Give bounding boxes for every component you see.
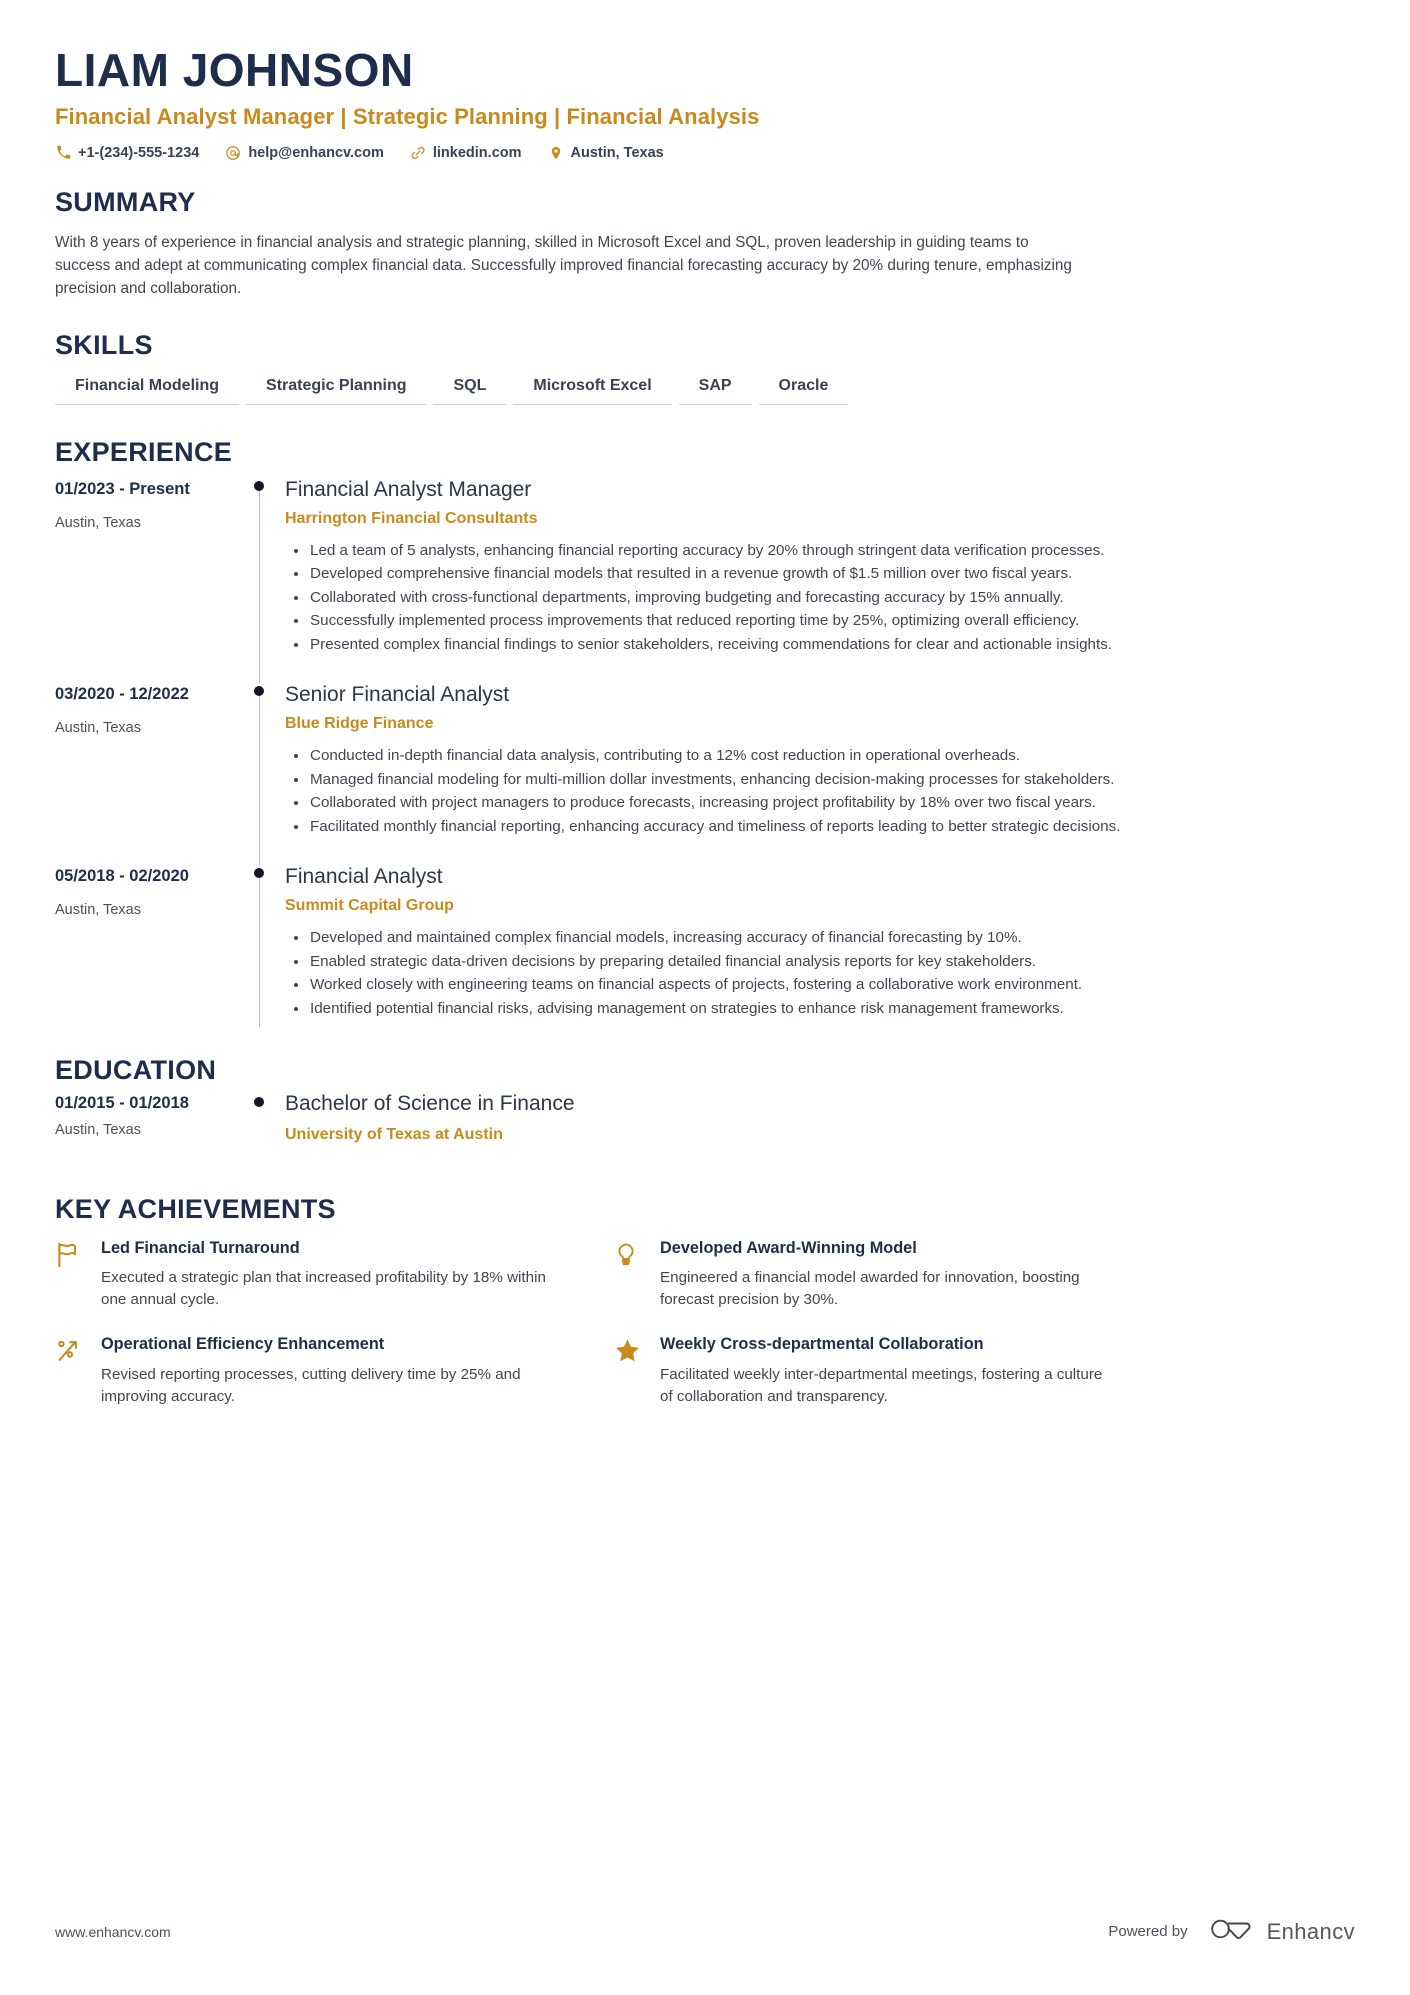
achievement-item (614, 1335, 1115, 1408)
summary-section (55, 187, 1355, 301)
job-bullet: Identified potential financial risks, advising management on strategies to enhance risk management frameworks. (307, 998, 1355, 1021)
timeline-line (259, 878, 260, 1027)
achievement-title: Developed Award-Winning Model (660, 1238, 917, 1257)
experience-date: 01/2023 - Present (55, 479, 190, 498)
job-bullet: Developed and maintained complex financial models, increasing accuracy of financial forecasting by 10%. (307, 927, 1355, 950)
experience-entry-meta (55, 683, 243, 851)
skill-item: Financial Modeling (55, 377, 239, 405)
experience-section-title: EXPERIENCE (55, 436, 233, 467)
star-icon (614, 1335, 660, 1408)
job-title: Senior Financial Analyst (285, 683, 510, 707)
education-section (55, 1055, 1355, 1155)
location-pin-icon (548, 145, 564, 161)
contact-phone-text: +1-(234)-555-1234 (78, 144, 200, 161)
contact-link-text: linkedin.com (432, 144, 522, 161)
flag-icon (55, 1239, 101, 1312)
achievement-text (101, 1335, 556, 1408)
experience-entry-body (285, 865, 1355, 1033)
timeline-marker (243, 683, 285, 851)
summary-text: With 8 years of experience in financial analysis and strategic planning, skilled in Microsoft Excel and SQL, proven leadership in guiding teams to success and adept at communicating complex financial data. Successfully improved financial forecasting accuracy by 20% during tenure, emphasizing precision and collaboration. (55, 233, 1072, 298)
education-date: 01/2015 - 01/2018 (55, 1094, 189, 1113)
timeline-line (259, 491, 260, 684)
achievement-title: Operational Efficiency Enhancement (101, 1335, 385, 1354)
education-section-title: EDUCATION (55, 1055, 217, 1086)
job-company: Summit Capital Group (285, 897, 454, 915)
experience-section (55, 437, 1355, 1034)
contact-phone (55, 145, 199, 161)
timeline-dot-icon (254, 868, 264, 878)
skills-list (55, 377, 1355, 405)
job-bullet: Managed financial modeling for multi-million dollar investments, enhancing decision-making processes for stakeholders. (307, 769, 1355, 792)
experience-entry-meta (55, 865, 243, 1033)
achievement-item (55, 1335, 556, 1408)
job-bullet: Presented complex financial findings to senior stakeholders, receiving commendations for clear and actionable insights. (307, 634, 1355, 657)
experience-entry (55, 478, 1355, 670)
job-bullet: Enabled strategic data-driven decisions by preparing detailed financial analysis reports for key stakeholders. (307, 951, 1355, 974)
experience-entry-body (285, 683, 1355, 851)
experience-entry-body (285, 478, 1355, 670)
email-icon (225, 145, 241, 161)
timeline-line (259, 696, 260, 865)
timeline-dot-icon (254, 481, 264, 491)
achievements-section-title: KEY ACHIEVEMENTS (55, 1193, 336, 1224)
education-location: Austin, Texas (55, 1122, 141, 1139)
job-bullet: Worked closely with engineering teams on financial aspects of projects, fostering a collaborative work environment. (307, 974, 1355, 997)
job-bullet: Collaborated with cross-functional departments, improving budgeting and forecasting accuracy by 15% annually. (307, 587, 1355, 610)
job-bullet: Developed comprehensive financial models that resulted in a revenue growth of $1.5 million over two fiscal years. (307, 563, 1355, 586)
skill-item: Oracle (759, 377, 849, 405)
job-bullet: Collaborated with project managers to produce forecasts, increasing project profitability by 18% over two fiscal years. (307, 792, 1355, 815)
experience-location: Austin, Texas (55, 902, 141, 919)
footer-brand-area (1108, 1916, 1355, 1947)
page-footer (55, 1916, 1355, 1947)
skill-item: Strategic Planning (246, 377, 426, 405)
achievement-text (101, 1239, 556, 1312)
education-entry (55, 1092, 1355, 1155)
experience-date: 05/2018 - 02/2020 (55, 867, 189, 886)
achievement-text (660, 1335, 1115, 1408)
phone-icon (55, 145, 71, 161)
job-bullet: Facilitated monthly financial reporting, enhancing accuracy and timeliness of reports leading to better strategic decisions. (307, 816, 1355, 839)
education-school: University of Texas at Austin (285, 1125, 503, 1143)
summary-section-title: SUMMARY (55, 186, 196, 217)
education-entry-meta (55, 1092, 243, 1155)
job-bullet: Led a team of 5 analysts, enhancing financial reporting accuracy by 20% through stringent data verification processes. (307, 540, 1355, 563)
footer-url[interactable]: www.enhancv.com (55, 1923, 171, 1940)
contact-email (225, 145, 384, 161)
link-icon (410, 145, 426, 161)
education-degree: Bachelor of Science in Finance (285, 1092, 575, 1116)
job-bullets (285, 540, 1355, 657)
timeline-dot-icon (254, 1097, 264, 1107)
contact-link (410, 145, 522, 161)
job-bullets (285, 745, 1355, 838)
achievement-title: Led Financial Turnaround (101, 1238, 300, 1257)
timeline-dot-icon (254, 686, 264, 696)
enhancv-brand (1210, 1916, 1355, 1947)
timeline-marker (243, 865, 285, 1033)
experience-entry (55, 683, 1355, 851)
contact-location-text: Austin, Texas (570, 144, 664, 161)
skill-item: Microsoft Excel (513, 377, 671, 405)
achievement-title: Weekly Cross-departmental Collaboration (660, 1335, 984, 1354)
achievement-item (614, 1239, 1115, 1312)
job-title: Financial Analyst (285, 865, 443, 889)
job-bullets (285, 927, 1355, 1020)
contact-row (55, 145, 1355, 161)
experience-entry-meta (55, 478, 243, 670)
powered-by-label: Powered by (1108, 1923, 1188, 1940)
enhancv-logo-icon (1210, 1916, 1258, 1947)
achievements-grid (55, 1239, 1115, 1408)
skill-item: SAP (679, 377, 752, 405)
candidate-headline: Financial Analyst Manager | Strategic Planning | Financial Analysis (55, 103, 760, 129)
candidate-name: LIAM JOHNSON (55, 44, 414, 96)
job-bullet: Conducted in-depth financial data analysis, contributing to a 12% cost reduction in operational overheads. (307, 745, 1355, 768)
achievement-description: Revised reporting processes, cutting delivery time by 25% and improving accuracy. (101, 1365, 521, 1405)
experience-location: Austin, Texas (55, 514, 141, 531)
achievement-item (55, 1239, 556, 1312)
contact-location (548, 145, 664, 161)
experience-date: 03/2020 - 12/2022 (55, 685, 189, 704)
experience-location: Austin, Texas (55, 720, 141, 737)
job-company: Blue Ridge Finance (285, 715, 434, 733)
achievement-text (660, 1239, 1115, 1312)
contact-email-text: help@enhancv.com (248, 144, 384, 161)
enhancv-brand-name: Enhancv (1266, 1918, 1355, 1944)
job-bullet: Successfully implemented process improvements that reduced reporting time by 25%, optimizing overall efficiency. (307, 610, 1355, 633)
experience-entry (55, 865, 1355, 1033)
achievement-description: Engineered a financial model awarded for innovation, boosting forecast precision by 30%. (660, 1269, 1080, 1309)
achievement-description: Executed a strategic plan that increased profitability by 18% within one annual cycle. (101, 1269, 546, 1309)
percent-arrow-icon (55, 1335, 101, 1408)
skills-section-title: SKILLS (55, 329, 153, 360)
timeline-marker (243, 1092, 285, 1155)
skills-section (55, 330, 1355, 405)
achievement-description: Facilitated weekly inter-departmental meetings, fostering a culture of collaboration and transparency. (660, 1365, 1103, 1405)
resume-header (55, 44, 1355, 161)
education-entry-body (285, 1092, 1355, 1155)
job-title: Financial Analyst Manager (285, 477, 532, 501)
timeline-marker (243, 478, 285, 670)
achievements-section (55, 1194, 1355, 1408)
skill-item: SQL (433, 377, 506, 405)
job-company: Harrington Financial Consultants (285, 509, 538, 527)
lightbulb-icon (614, 1239, 660, 1312)
